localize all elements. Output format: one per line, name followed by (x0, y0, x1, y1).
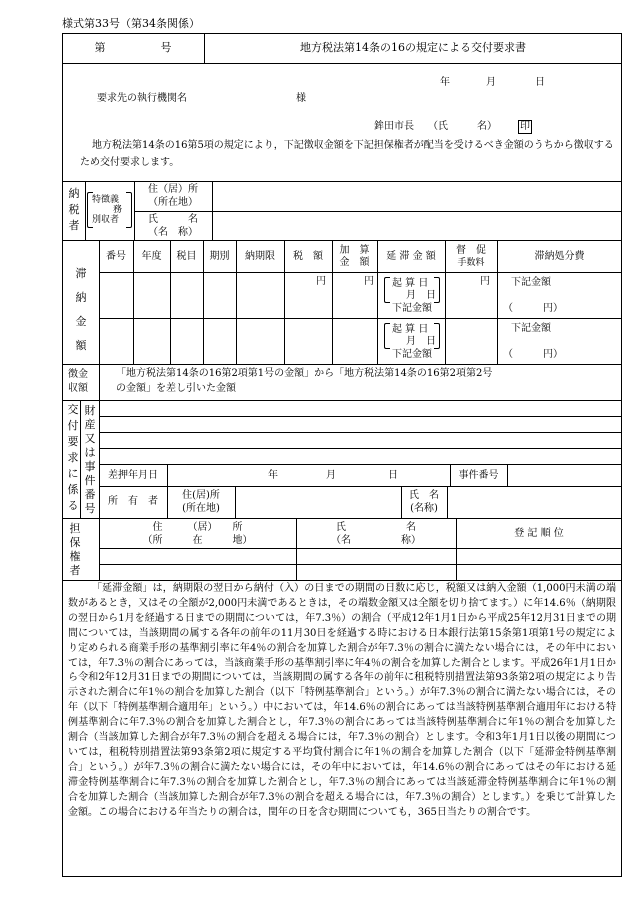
calc-day: 日 (426, 336, 436, 347)
rule (134, 211, 622, 212)
issuer-name-close: 名） (477, 121, 497, 132)
name-label: 氏 名 (148, 214, 198, 225)
below-amount-label: 下記金額 (392, 303, 432, 314)
rule (99, 416, 622, 417)
address-label: 住（居）所 (148, 184, 198, 195)
collection-text-1: 「地方税法第14条の16第2項第1号の金額」から「地方税法第14条の16第2項第2号 (116, 368, 493, 379)
taxpayer-heading: 納税者 (68, 187, 80, 232)
seizure-day: 日 (388, 470, 398, 481)
rule (62, 63, 622, 64)
recipient-label: 要求先の執行機関名 (97, 93, 187, 104)
property-heading: 交付要求に係る (67, 403, 79, 512)
property-sub: 財産又は事件番号 (84, 404, 96, 515)
address-sub: （所在地） (148, 197, 198, 208)
rule (447, 486, 448, 518)
date-day: 日 (535, 77, 545, 88)
owner-address-label: 住(居)所 (182, 490, 220, 501)
bracket-right (126, 192, 132, 228)
owner-name-label: 氏 名 (409, 490, 439, 501)
owner-label: 所 有 者 (108, 496, 158, 507)
col-year: 年度 (141, 251, 162, 262)
seizure-year: 年 (268, 470, 278, 481)
disposition-below-amount: 下記金額 (511, 323, 551, 334)
name-sub: （名 称） (148, 227, 198, 238)
rule (99, 564, 622, 565)
rule (235, 486, 236, 518)
case-number-label: 事件番号 (458, 470, 499, 481)
taxpayer-sub1: 特徴義 (92, 195, 120, 205)
issuer-name-open: （氏 (428, 121, 448, 132)
yen-reminder: 円 (480, 276, 490, 287)
rule (99, 318, 622, 319)
security-address-label: 住 （居） 所 (152, 522, 243, 533)
rule (62, 400, 622, 401)
col-tax-amount: 税 額 (293, 251, 323, 262)
rule (85, 181, 86, 240)
recipient-suffix: 様 (296, 93, 306, 104)
calc-month: 月 (406, 290, 416, 301)
issuer: 鉾田市長 (374, 121, 414, 132)
owner-name-sub: (名称) (410, 503, 438, 514)
security-heading: 担保権者 (69, 522, 81, 577)
delinquent-heading: 滞納金額 (75, 267, 87, 352)
col-reminder: 督 促 (456, 245, 486, 256)
rule (99, 548, 622, 549)
rule (62, 518, 622, 519)
number-label: 第 号 (94, 41, 172, 54)
disposition-paren-yen: （ 円） (503, 349, 563, 360)
rule (99, 272, 622, 273)
disposition-below-amount: 下記金額 (511, 277, 551, 288)
rule (62, 181, 622, 182)
form-title: 地方税法第14条の16の規定による交付要求書 (300, 41, 526, 54)
seizure-date-label: 差押年月日 (108, 470, 158, 481)
request-text: 地方税法第14条の16第5項の規定により，下記徴収金額を下記担保権者が配当を受けるべき金額のうちから徴収するため交付要求します。 (80, 140, 614, 168)
col-late-fee: 延 滞 金 額 (386, 251, 436, 262)
collection-heading-2: 収額 (68, 383, 88, 394)
security-name-sub: （名 称） (331, 535, 421, 546)
seal-mark: 印 (520, 121, 530, 132)
col-number: 番号 (106, 251, 126, 262)
yen-tax: 円 (316, 276, 326, 287)
security-name-label: 氏 名 (336, 522, 416, 533)
bracket-left (384, 277, 390, 303)
calc-month: 月 (406, 336, 416, 347)
taxpayer-sub2: 別収者 (92, 215, 120, 225)
date-month: 月 (486, 77, 496, 88)
calc-day: 日 (426, 290, 436, 301)
below-amount-label: 下記金額 (392, 349, 432, 360)
bracket-left (384, 323, 390, 349)
rule (62, 580, 622, 581)
seizure-month: 月 (326, 470, 336, 481)
col-disposition-cost: 滞納処分費 (534, 251, 585, 262)
rule (62, 240, 622, 241)
rule (80, 400, 81, 518)
owner-address-sub: (所在地) (182, 503, 220, 514)
rule (62, 364, 622, 365)
collection-text-2: の金額」を差し引いた金額 (116, 383, 236, 394)
calc-start-label: 起 算 日 (392, 278, 429, 289)
col-reminder-fee: 手数料 (457, 258, 485, 268)
rule (99, 464, 622, 465)
rule (507, 464, 508, 486)
rule (99, 364, 100, 400)
late-fee-note: 「延滞金額」は，納期限の翌日から納付（入）の日までの期間の日数に応じ，税額又は納入金額（1,000円未満の端数があるとき，又はその全額が2,000円未満であるときは，その端数金額又は全額を切り捨てます。）に年14.6％（納期限の翌日から1月を経過する日までの期間については，年7.3％）の割合（平成12年1月1日から平成25年12月31日までの期間については，当該期間の属する各年の前年の11月30日を経過する時における日本銀行法第15条第1項第1号の規定により定められる商業手形の基準割引率に年4％の割合を加算した割合が年7.3％の割合に満たない場合には，その年中においては，年7.3％の割合にあっては，当該商業手形の基準割引率に年4％の割合を加算した割合とします。平成26年1月1日から令和2年12月31日までの期間については，当該期間の属する各年の前年に租税特別措置法第93条第2項の規定により告示された割合に年1％の割合を加算した割合（以下「特例基準割合」という。）が年7.3％の割合に満たない場合には，その年（以下「特例基準割合適用年」という。）中においては，年14.6％の割合にあっては当該特例基準割合適用年における特例基準割合に年7.3％の割合を加算した割合とし，年7.3％の割合にあっては当該特例基準割合に年1％の割合を加算した割合（当該加算した割合が年7.3％の割合を超える場合には，年7.3％の割合）とします。令和3年1月1日以後の期間については，租税特別措置法第93条第2項に規定する平均貸付割合に年1％の割合を加算した割合（以下「延滞金特例基準割合」という。）が年7.3％の割合に満たない場合には，その年中においては，年14.6％の割合にあってはその年における延滞金特例基準割合に年7.3％の割合を加算した割合とし，年7.3％の割合にあっては当該延滞金特例基準割合に年1％の割合を加算した割合（当該加算した割合が年7.3％の割合を超える場合には，年7.3％の割合）とします。）を乗じて計算した金額。この場合における年当たりの割合は，閏年の日を含む期間についても，365日当たりの割合です。 (68, 583, 616, 818)
calc-start-label: 起 算 日 (392, 324, 429, 335)
col-period: 期別 (209, 251, 230, 262)
yen-additional: 円 (364, 276, 374, 287)
col-tax-item: 税目 (176, 251, 197, 262)
col-additional-amount: 金 額 (339, 257, 370, 268)
rule (99, 432, 622, 433)
registration-rank-label: 登 記 順 位 (514, 528, 564, 539)
col-deadline: 納期限 (245, 251, 275, 262)
taxpayer-sub1b: 務 (113, 205, 123, 215)
rule (99, 448, 622, 449)
rule (99, 486, 622, 487)
col-additional: 加 算 (339, 245, 370, 256)
disposition-paren-yen: （ 円） (503, 303, 563, 314)
collection-heading-1: 徴金 (68, 369, 88, 380)
security-address-sub: （所 在 地） (142, 535, 253, 546)
date-year: 年 (440, 77, 450, 88)
form-number: 様式第33号（第34条関係） (62, 17, 200, 30)
